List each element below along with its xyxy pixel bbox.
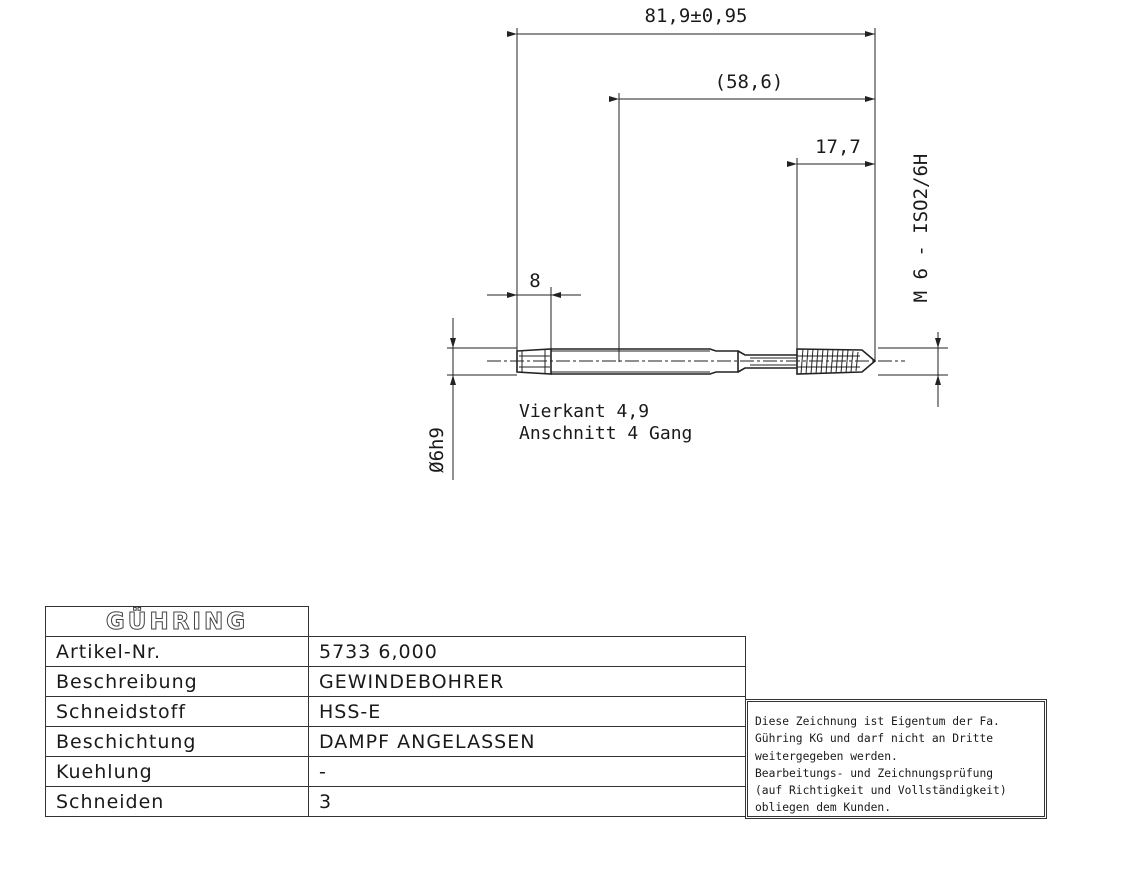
table-row: [46, 697, 746, 727]
table-row: [46, 757, 746, 787]
spec-label: Beschichtung: [46, 727, 309, 757]
notice-line: obliegen dem Kunden.: [755, 801, 892, 815]
notice-line: (auf Richtigkeit und Vollständigkeit): [755, 784, 1007, 798]
spec-label: Kuehlung: [46, 757, 309, 787]
ownership-notice: [745, 699, 1047, 819]
dimension-thread-diameter: [878, 332, 948, 407]
spec-label: Schneidstoff: [46, 697, 309, 727]
dimension-shank-length: [619, 71, 875, 99]
note-chamfer: Anschnitt 4 Gang: [519, 423, 693, 444]
dimension-total-length: [517, 5, 875, 34]
table-row: [46, 727, 746, 757]
spec-value: 5733 6,000: [309, 637, 746, 667]
brand-logo: [46, 607, 309, 637]
tap-body: [487, 349, 905, 374]
dimension-shank-diameter: [426, 318, 517, 480]
extension-lines: [517, 28, 875, 362]
spec-label: Artikel-Nr.: [46, 637, 309, 667]
notice-line: Diese Zeichnung ist Eigentum der Fa.: [755, 715, 1000, 728]
logo-text: GÜHRING: [105, 608, 249, 635]
dim-shank-label: (58,6): [714, 71, 784, 93]
logo-row-spacer: [309, 607, 746, 637]
table-row: [46, 637, 746, 667]
diameter-label: Ø6h9: [426, 427, 448, 473]
dim-square-label: 8: [529, 270, 541, 292]
dim-total-label: 81,9±0,95: [644, 5, 748, 27]
table-row: [46, 667, 746, 697]
spec-value: 3: [309, 787, 746, 817]
dimension-thread-length: [797, 136, 875, 164]
spec-table: [45, 606, 746, 817]
notice-line: weitergegeben werden.: [755, 749, 898, 763]
dimension-square-length: [487, 270, 581, 295]
thread-spec-label: M 6 - ISO2/6H: [910, 153, 932, 303]
table-row: [46, 787, 746, 817]
spec-value: HSS-E: [309, 697, 746, 727]
thread-spec: [910, 154, 932, 303]
spec-value: -: [309, 757, 746, 787]
spec-label: Schneiden: [46, 787, 309, 817]
spec-label: Beschreibung: [46, 667, 309, 697]
logo-row: [46, 607, 746, 637]
note-square-size: Vierkant 4,9: [519, 401, 650, 422]
spec-value: GEWINDEBOHRER: [309, 667, 746, 697]
notice-line: Bearbeitungs- und Zeichnungsprüfung: [755, 766, 994, 780]
dim-thread-label: 17,7: [815, 136, 861, 158]
spec-value: DAMPF ANGELASSEN: [309, 727, 746, 757]
notice-line: Gühring KG und darf nicht an Dritte: [755, 732, 994, 746]
